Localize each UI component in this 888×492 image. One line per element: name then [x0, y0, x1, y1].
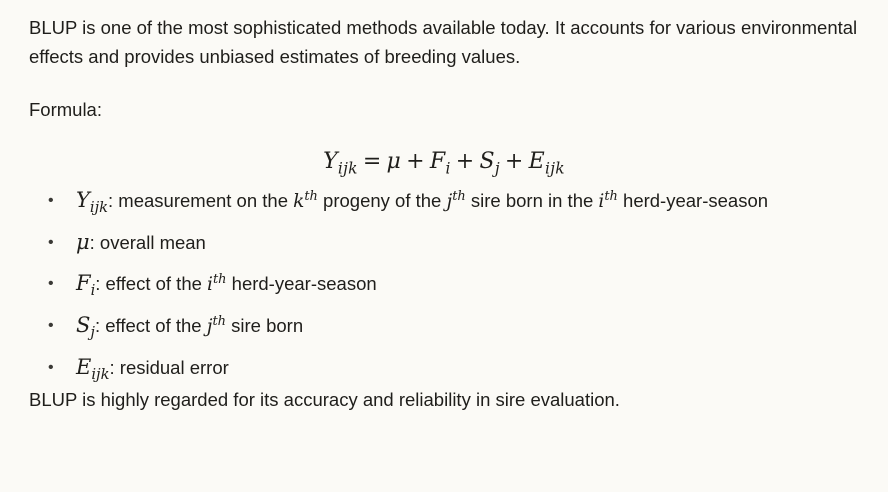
formula-mu: μ: [386, 149, 402, 174]
def-text: sire born: [226, 315, 304, 336]
formula-equals: =: [362, 149, 382, 174]
intro-paragraph: BLUP is one of the most sophisticated methods available today. It accounts for various environmental effects and provides unbiased estimates of breeding values.: [29, 17, 858, 67]
formula-plus-3: +: [504, 149, 524, 174]
document-body: [29, 13, 859, 414]
formula-f: F: [429, 149, 446, 174]
list-item: [29, 311, 859, 341]
list-item: [29, 186, 859, 216]
def-k: $k^{th}$: [293, 188, 318, 212]
def-text: herd-year-season: [617, 190, 769, 211]
formula-y: Y: [323, 149, 338, 174]
bullet-icon: •: [48, 275, 54, 292]
formula-label: Formula: [29, 99, 97, 120]
def-text: : residual error: [109, 357, 229, 378]
formula-plus-1: +: [406, 149, 425, 174]
def-symbol: $E_{ijk}$: [76, 355, 110, 384]
formula-plus-2: +: [455, 149, 475, 174]
list-item: [29, 228, 859, 257]
list-item: [29, 353, 859, 382]
formula-colon: :: [96, 99, 102, 120]
formula-heading: [29, 95, 859, 124]
def-symbol: $F_i$: [76, 271, 96, 300]
def-text: : effect of the: [94, 315, 207, 336]
bullet-icon: •: [48, 192, 54, 209]
def-j: $j^{th}$: [206, 313, 227, 337]
formula-s: S: [479, 149, 495, 174]
formula-e-sub: ijk: [545, 159, 565, 178]
formula-f-sub: i: [445, 159, 451, 178]
bullet-icon: •: [48, 234, 54, 251]
def-text: : overall mean: [89, 232, 206, 253]
def-i: $i^{th}$: [207, 271, 227, 295]
list-item: [29, 269, 859, 299]
bullet-icon: •: [48, 359, 54, 376]
formula-e: E: [528, 149, 545, 174]
def-text: : effect of the: [95, 273, 208, 294]
def-symbol: $Y_{ijk}$: [76, 188, 109, 217]
bullet-icon: •: [48, 317, 54, 334]
def-i: $i^{th}$: [598, 188, 618, 212]
def-text: : measurement on the: [108, 190, 294, 211]
def-text: herd-year-season: [226, 273, 377, 294]
def-j: $j^{th}$: [446, 188, 466, 212]
formula-equation: [29, 146, 859, 178]
def-text: sire born in the: [465, 190, 599, 211]
formula-s-sub: j: [494, 159, 500, 178]
formula-y-sub: ijk: [337, 159, 358, 178]
def-text: progeny of the: [317, 190, 447, 211]
closing-paragraph: BLUP is highly regarded for its accuracy and reliability in sire evaluation.: [29, 389, 620, 410]
definitions-list: [29, 186, 859, 382]
def-symbol: $S_j$: [76, 313, 95, 342]
def-symbol: μ: [76, 230, 90, 254]
